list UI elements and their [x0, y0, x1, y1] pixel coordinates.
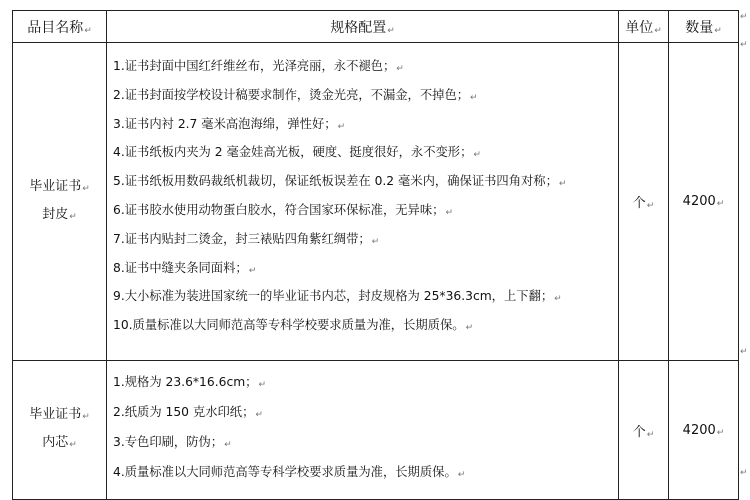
spec-line: 3.专色印刷，防伪；↵: [113, 435, 232, 450]
quantity-cell: 4200↵: [669, 43, 739, 361]
header-unit: 单位↵: [619, 11, 669, 43]
spec-line: 4.质量标准以大同师范高等专科学校要求质量为准，长期质保。↵: [113, 465, 466, 480]
table-row: [13, 43, 739, 361]
unit-cell: 个↵: [619, 361, 669, 500]
spec-table: [12, 10, 739, 500]
row-end-mark: ↵: [740, 12, 748, 22]
table-row: [13, 361, 739, 500]
spec-cell: [107, 361, 619, 500]
row-end-mark: ↵: [740, 468, 748, 478]
header-item-name: 品目名称↵: [13, 11, 107, 43]
item-name-cell: 毕业证书↵ 封皮↵: [13, 43, 107, 361]
row-end-mark: ↵: [740, 40, 748, 50]
quantity-cell: 4200↵: [669, 361, 739, 500]
header-row: [13, 11, 739, 43]
spec-line: 10.质量标准以大同师范高等专科学校要求质量为准，长期质保。↵: [113, 318, 474, 334]
spec-line: 7.证书内贴封二烫金，封三裱贴四角紫红绸带；↵: [113, 231, 380, 247]
header-spec: 规格配置↵: [107, 11, 619, 43]
spec-line: 2.证书封面按学校设计稿要求制作，烫金光亮，不漏金，不掉色；↵: [113, 87, 478, 103]
unit-cell: 个↵: [619, 43, 669, 361]
spec-line: 1.证书封面中国红纤维丝布，光泽亮丽，永不褪色；↵: [113, 59, 404, 74]
spec-line: 5.证书纸板用数码裁纸机裁切，保证纸板误差在 0.2 毫米内，确保证书四角对称；↵: [113, 174, 567, 190]
header-quantity: 数量↵: [669, 11, 739, 43]
spec-line: 3.证书内衬 2.7 毫米高泡海绵，弹性好；↵: [113, 116, 346, 132]
spec-line: 2.纸质为 150 克水印纸；↵: [113, 405, 263, 420]
row-end-mark: ↵: [740, 347, 748, 357]
spec-line: 6.证书胶水使用动物蛋白胶水，符合国家环保标准，无异味；↵: [113, 202, 453, 218]
spec-line: 9.大小标准为装进国家统一的毕业证书内芯，封皮规格为 25*36.3cm，上下翻；↵: [113, 289, 562, 305]
spec-line: 1.规格为 23.6*16.6cm；↵: [113, 375, 267, 390]
spec-line: 4.证书纸板内夹为 2 毫金娃高光板，硬度、挺度很好，永不变形；↵: [113, 145, 481, 161]
spec-cell: [107, 43, 619, 361]
spec-line: 8.证书中缝夹条同面料；↵: [113, 260, 257, 276]
item-name-cell: 毕业证书↵ 内芯↵: [13, 361, 107, 500]
